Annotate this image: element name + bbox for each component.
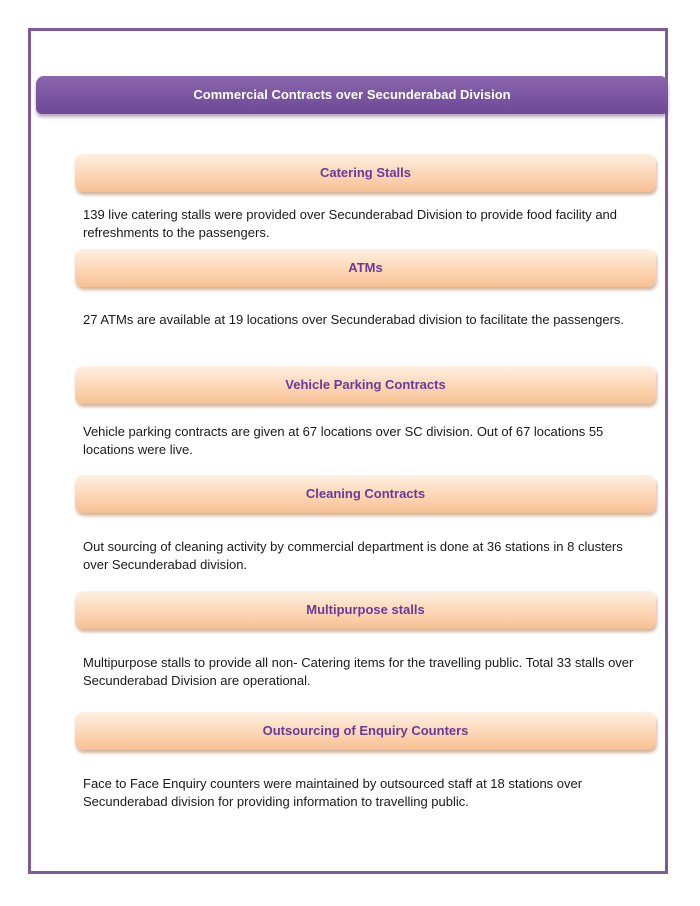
page-frame [28, 28, 668, 874]
section-heading-catering-stalls: Catering Stalls [75, 154, 656, 192]
section-heading-vehicle-parking: Vehicle Parking Contracts [75, 366, 656, 404]
section-text-multipurpose-stalls: Multipurpose stalls to provide all non- Catering items for the travelling public. Total 33 stalls over Secunderabad Division are operational. [83, 655, 634, 688]
section-heading-multipurpose-stalls: Multipurpose stalls [75, 591, 656, 629]
section-text-enquiry-counters: Face to Face Enquiry counters were maintained by outsourced staff at 18 stations over Secunderabad division for providing information to travelling public. [83, 776, 583, 809]
section-text-catering-stalls: 139 live catering stalls were provided over Secunderabad Division to provide food facility and refreshments to the passengers. [83, 207, 618, 240]
section-text-cleaning-contracts: Out sourcing of cleaning activity by commercial department is done at 36 stations in 8 clusters over Secunderabad division. [83, 539, 623, 572]
section-heading-atms: ATMs [75, 249, 656, 287]
section-heading-enquiry-counters: Outsourcing of Enquiry Counters [75, 712, 656, 750]
section-text-atms: 27 ATMs are available at 19 locations over Secunderabad division to facilitate the passengers. [83, 312, 625, 327]
page-title: Commercial Contracts over Secunderabad Division [36, 76, 668, 114]
section-text-vehicle-parking: Vehicle parking contracts are given at 67 locations over SC division. Out of 67 locations 55 locations were live. [83, 424, 604, 457]
section-heading-cleaning-contracts: Cleaning Contracts [75, 475, 656, 513]
